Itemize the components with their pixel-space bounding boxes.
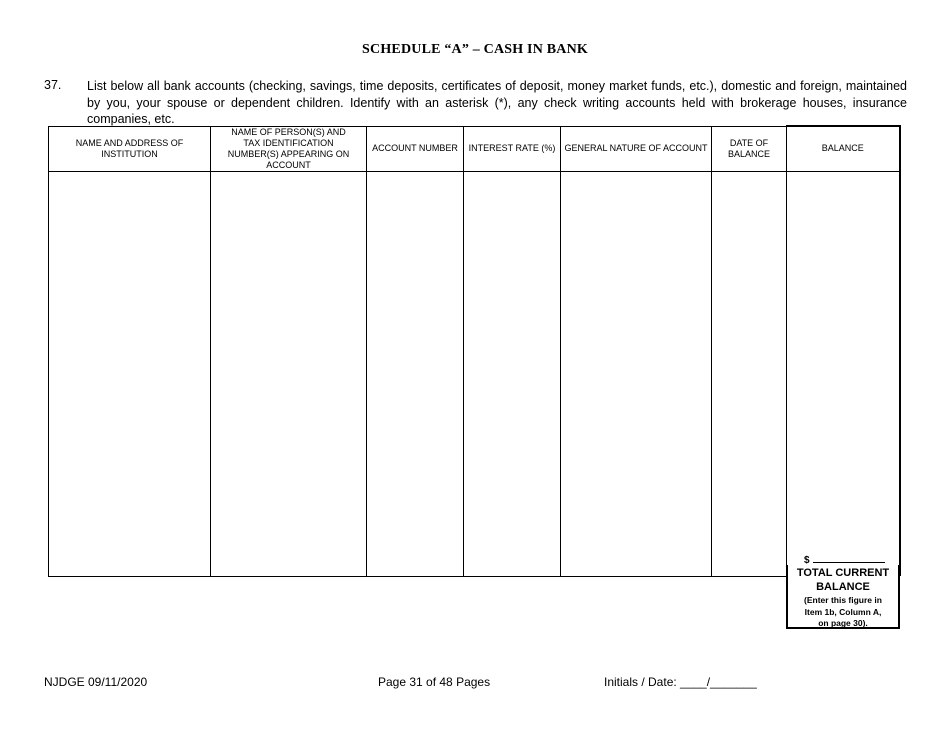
total-heading-line2: BALANCE	[816, 581, 870, 593]
col-header-balance: BALANCE	[787, 126, 900, 171]
col-header-person-tin: NAME OF PERSON(S) AND TAX IDENTIFICATION NUMBER(S) APPEARING ON ACCOUNT	[211, 126, 367, 171]
interest-rate-cell[interactable]	[464, 171, 561, 576]
bank-accounts-table	[48, 125, 901, 577]
total-amount-rule	[813, 553, 885, 563]
table-header-row	[49, 126, 900, 171]
total-note-line1: (Enter this figure in	[804, 595, 882, 605]
account-number-cell[interactable]	[367, 171, 464, 576]
footer-page-number: Page 31 of 48 Pages	[378, 675, 491, 689]
col-header-account-number: ACCOUNT NUMBER	[367, 126, 464, 171]
footer-form-id: NJDGE 09/11/2020	[44, 675, 148, 689]
total-heading	[788, 566, 898, 594]
col-header-date: DATE OF BALANCE	[712, 126, 787, 171]
item-number: 37.	[44, 78, 62, 92]
date-cell[interactable]	[712, 171, 787, 576]
currency-symbol: $	[804, 555, 810, 566]
nature-cell[interactable]	[561, 171, 712, 576]
total-note-line2: Item 1b, Column A,	[804, 606, 882, 617]
total-note-line3: on page 30).	[818, 618, 868, 628]
col-header-interest-rate: INTEREST RATE (%)	[464, 126, 561, 171]
institution-cell[interactable]	[49, 171, 211, 576]
total-heading-line1: TOTAL CURRENT	[796, 567, 890, 579]
total-note	[788, 595, 898, 630]
footer-initials-date[interactable]: Initials / Date: ____/_______	[604, 675, 757, 689]
person-tin-cell[interactable]	[211, 171, 367, 576]
total-current-balance-box	[786, 565, 900, 629]
schedule-title: SCHEDULE “A” – CASH IN BANK	[362, 42, 588, 57]
col-header-nature: GENERAL NATURE OF ACCOUNT	[561, 126, 712, 171]
col-header-institution: NAME AND ADDRESS OF INSTITUTION	[49, 126, 211, 171]
item-instructions: List below all bank accounts (checking, savings, time deposits, certificates of deposit, money market funds, etc.), domestic and foreign, maintained by you, your spouse or dependent children. Identify with an asterisk (*), any check writing accounts held with brokerage houses, insurance companies, etc.	[87, 79, 907, 126]
table-row	[49, 171, 900, 576]
balance-cell[interactable]	[787, 171, 900, 576]
